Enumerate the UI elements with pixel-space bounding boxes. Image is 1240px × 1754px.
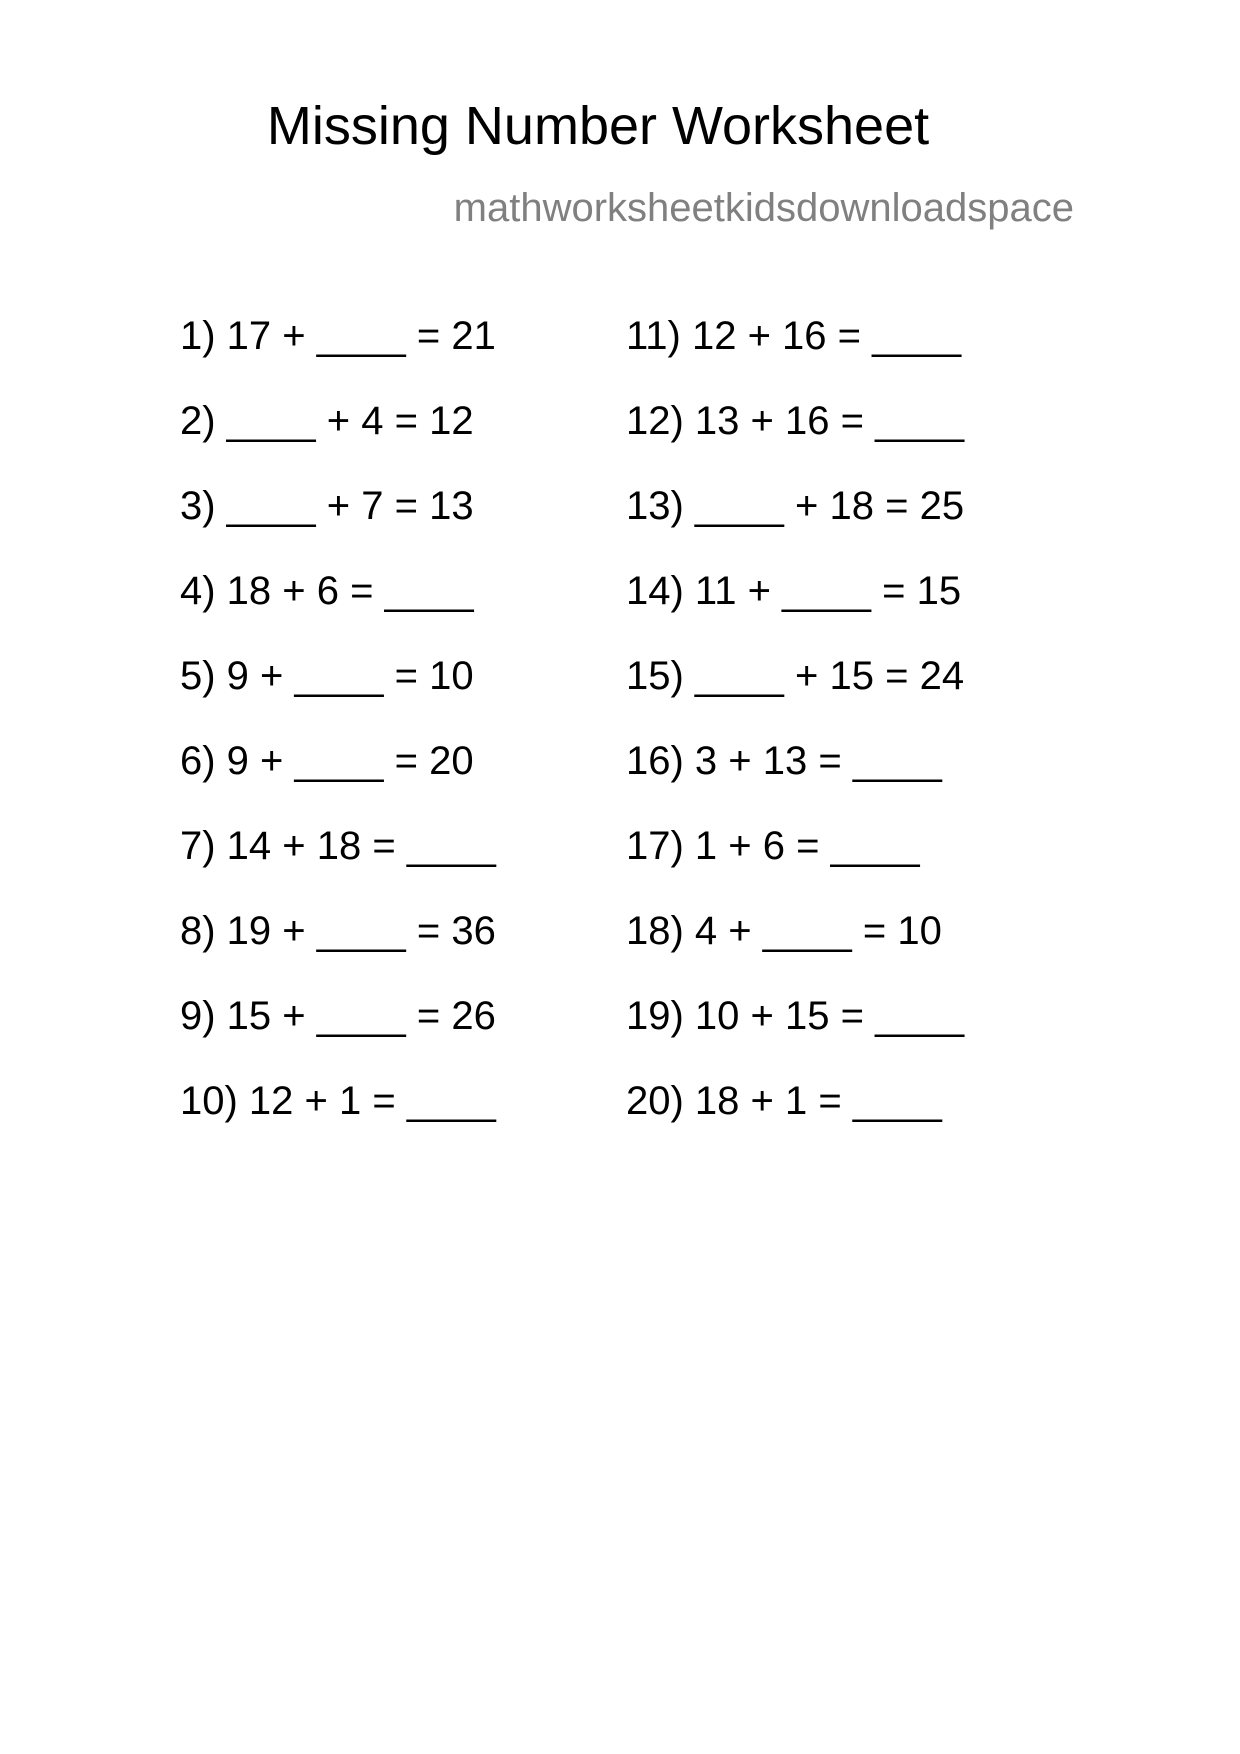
problem-15: 15) ____ + 15 = 24 xyxy=(626,654,965,698)
problem-1: 1) 17 + ____ = 21 xyxy=(180,314,496,358)
problem-19: 19) 10 + 15 = ____ xyxy=(626,994,965,1038)
problem-11: 11) 12 + 16 = ____ xyxy=(626,314,962,358)
problem-10: 10) 12 + 1 = ____ xyxy=(180,1079,496,1123)
worksheet-source-watermark: mathworksheetkidsdownloadspace xyxy=(453,186,1074,230)
problem-8: 8) 19 + ____ = 36 xyxy=(180,909,496,953)
problem-2: 2) ____ + 4 = 12 xyxy=(180,399,474,443)
problem-5: 5) 9 + ____ = 10 xyxy=(180,654,474,698)
problem-9: 9) 15 + ____ = 26 xyxy=(180,994,496,1038)
problem-18: 18) 4 + ____ = 10 xyxy=(626,909,942,953)
problem-3: 3) ____ + 7 = 13 xyxy=(180,484,474,528)
problem-4: 4) 18 + 6 = ____ xyxy=(180,569,474,613)
problem-7: 7) 14 + 18 = ____ xyxy=(180,824,496,868)
problem-12: 12) 13 + 16 = ____ xyxy=(626,399,965,443)
worksheet-title: Missing Number Worksheet xyxy=(266,96,930,156)
problem-17: 17) 1 + 6 = ____ xyxy=(626,824,920,868)
problem-20: 20) 18 + 1 = ____ xyxy=(626,1079,942,1123)
problem-13: 13) ____ + 18 = 25 xyxy=(626,484,965,528)
problem-14: 14) 11 + ____ = 15 xyxy=(626,569,962,613)
problem-6: 6) 9 + ____ = 20 xyxy=(180,739,474,783)
problem-16: 16) 3 + 13 = ____ xyxy=(626,739,942,783)
